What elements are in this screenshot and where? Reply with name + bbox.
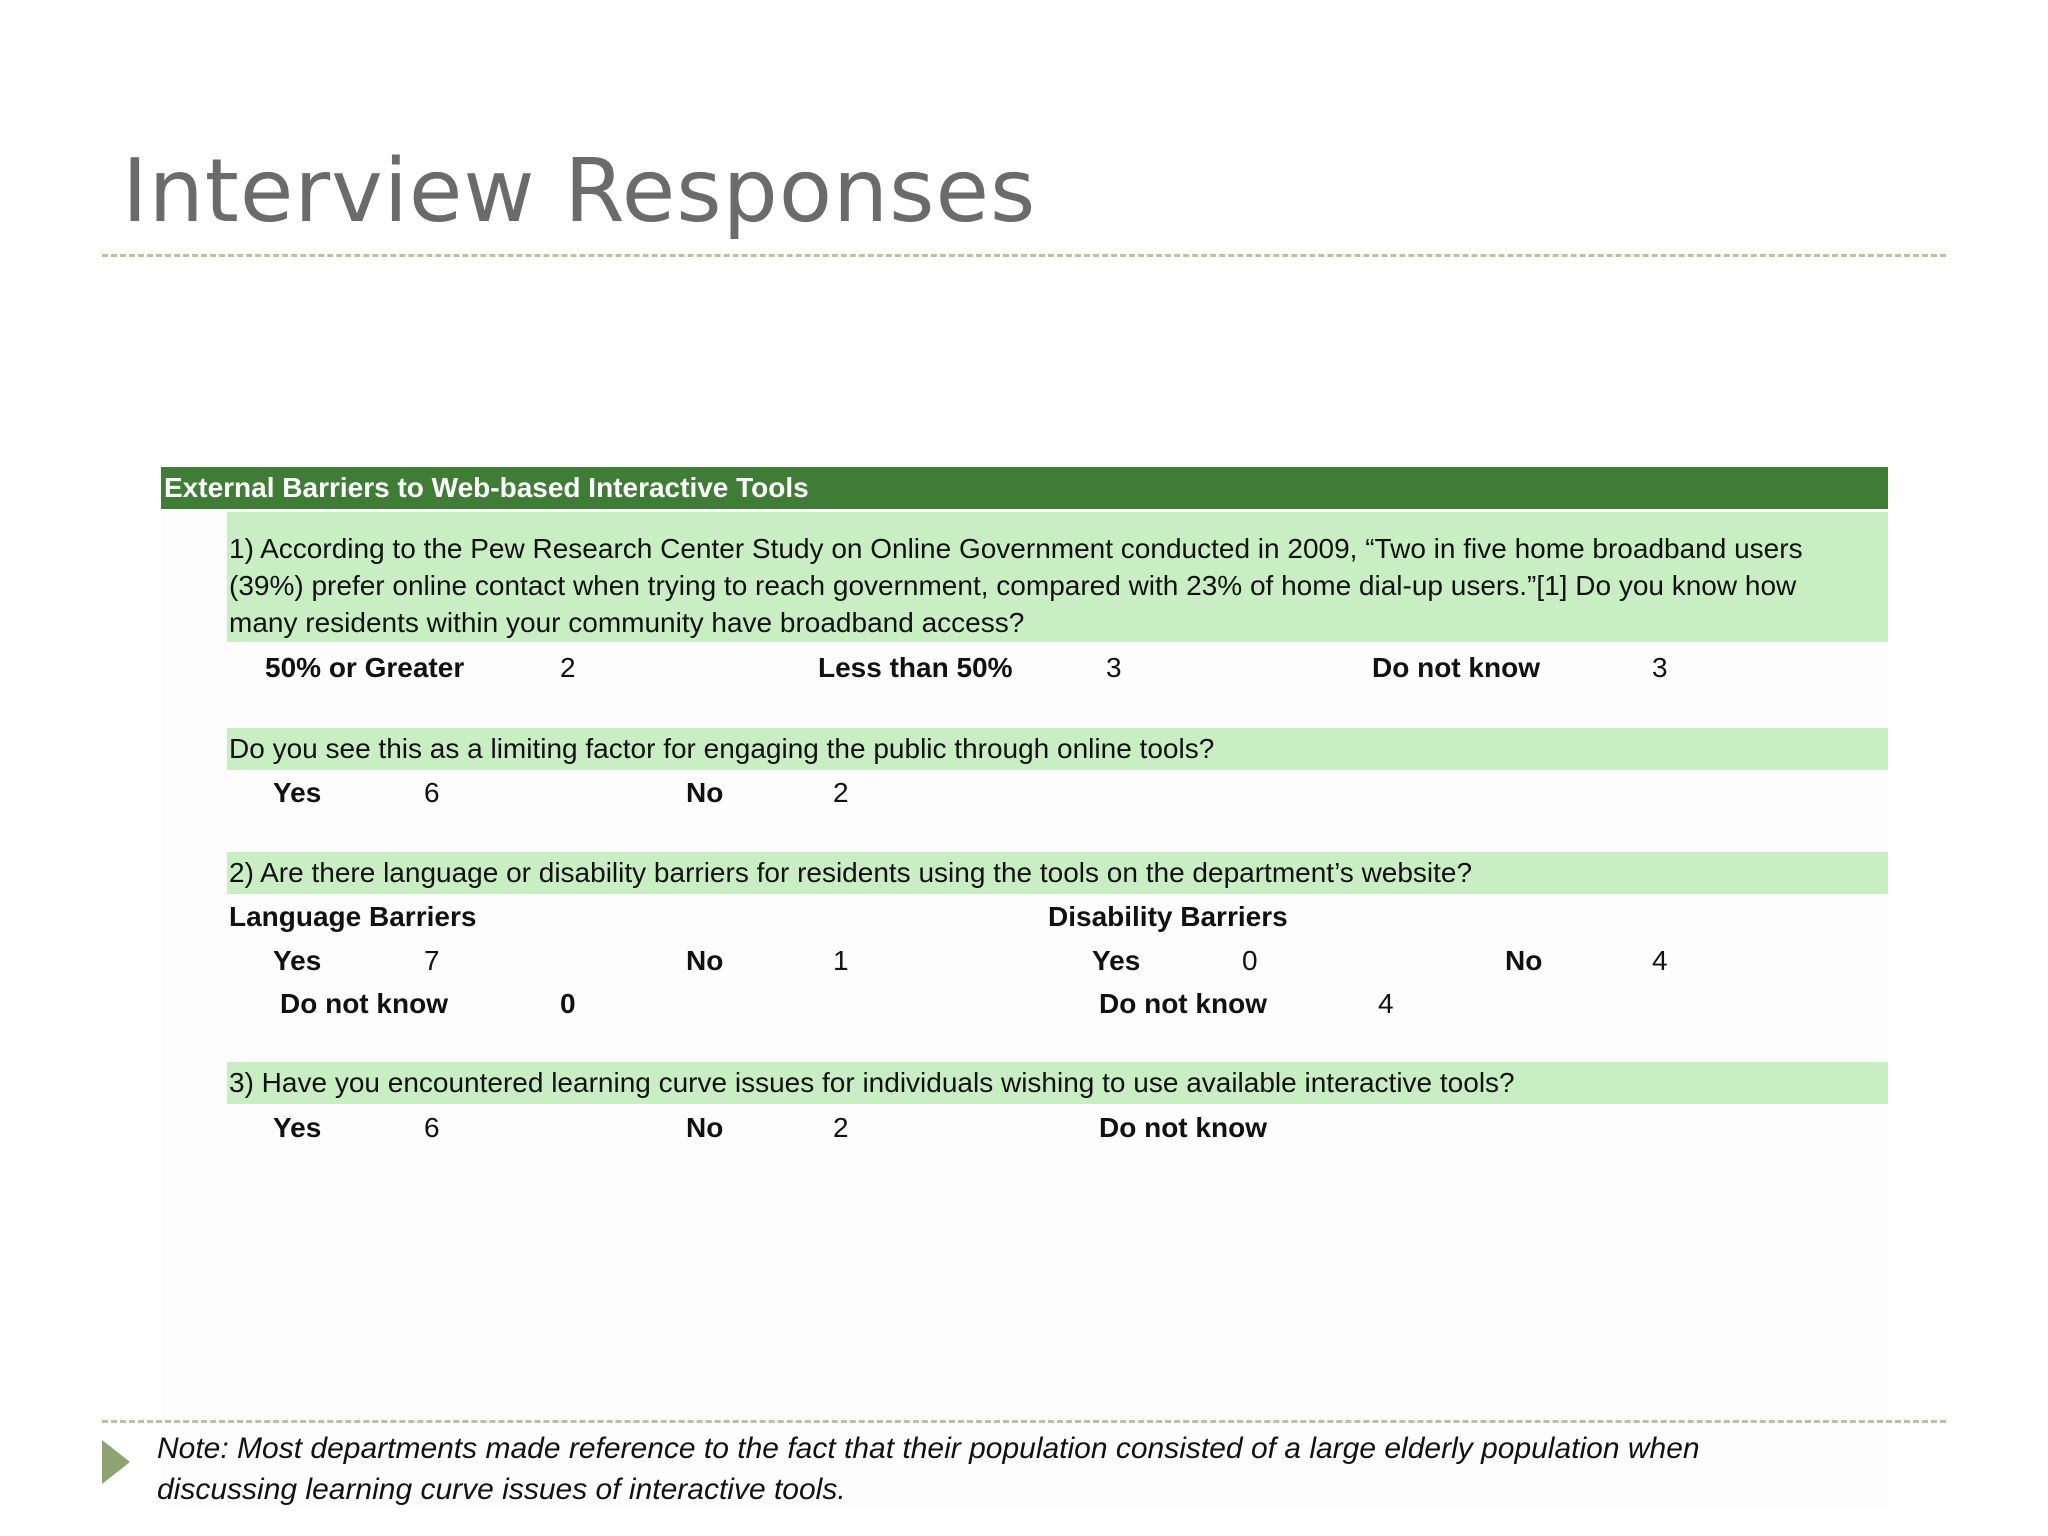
question-1-line: 1) According to the Pew Research Center Study on Online Government conducted in 2009, “Two in five home broadband users (229, 533, 1803, 564)
question-2: 2) Are there language or disability barriers for residents using the tools on the department’s website? (227, 852, 1888, 894)
disability-barriers-heading: Disability Barriers (1048, 901, 1288, 932)
bullet-arrow-icon (102, 1440, 130, 1484)
answer-value: 4 (1378, 988, 1394, 1019)
answer-label: No (686, 1112, 724, 1143)
slide-title: Interview Responses (122, 140, 1037, 242)
footnote (157, 1428, 1857, 1510)
answer-value: 6 (424, 777, 440, 808)
answer-label: No (686, 777, 724, 808)
question-1b: Do you see this as a limiting factor for engaging the public through online tools? (227, 728, 1888, 770)
question-1 (227, 512, 1888, 642)
answer-value: 0 (560, 988, 576, 1019)
answer-label: Yes (273, 777, 322, 808)
title-divider (102, 254, 1946, 257)
language-barriers-heading: Language Barriers (229, 901, 477, 932)
footnote-line: discussing learning curve issues of interactive tools. (157, 1473, 846, 1506)
answer-value: 2 (560, 652, 576, 683)
answer-label: No (686, 945, 724, 976)
answer-label: Yes (1092, 945, 1141, 976)
answer-value: 3 (1106, 652, 1122, 683)
answer-value: 0 (1242, 945, 1258, 976)
footnote-line: Note: Most departments made reference to the fact that their population consisted of a large elderly population when (157, 1432, 1700, 1465)
question-1-line: (39%) prefer online contact when trying to reach government, compared with 23% of home dial-up users.”[1] Do you know how (229, 570, 1797, 601)
answer-label: Do not know (1099, 988, 1267, 1019)
answer-value: 2 (833, 1112, 849, 1143)
answer-label: Yes (273, 945, 322, 976)
answer-value: 3 (1652, 652, 1668, 683)
answer-label: No (1505, 945, 1543, 976)
section-header: External Barriers to Web-based Interactive Tools (161, 467, 1888, 509)
answer-label: Do not know (1099, 1112, 1267, 1143)
answer-value: 6 (424, 1112, 440, 1143)
question-1-line: many residents within your community have broadband access? (229, 607, 1025, 638)
answer-value: 4 (1652, 945, 1668, 976)
answer-value: 1 (833, 945, 849, 976)
answer-label: Do not know (280, 988, 448, 1019)
answer-label: Less than 50% (818, 652, 1013, 683)
answer-label: Do not know (1372, 652, 1540, 683)
answer-value: 2 (833, 777, 849, 808)
question-3: 3) Have you encountered learning curve issues for individuals wishing to use available interactive tools? (227, 1062, 1888, 1104)
footer-divider (102, 1420, 1946, 1423)
answer-label: Yes (273, 1112, 322, 1143)
answer-value: 7 (424, 945, 440, 976)
answer-label: 50% or Greater (265, 652, 465, 683)
